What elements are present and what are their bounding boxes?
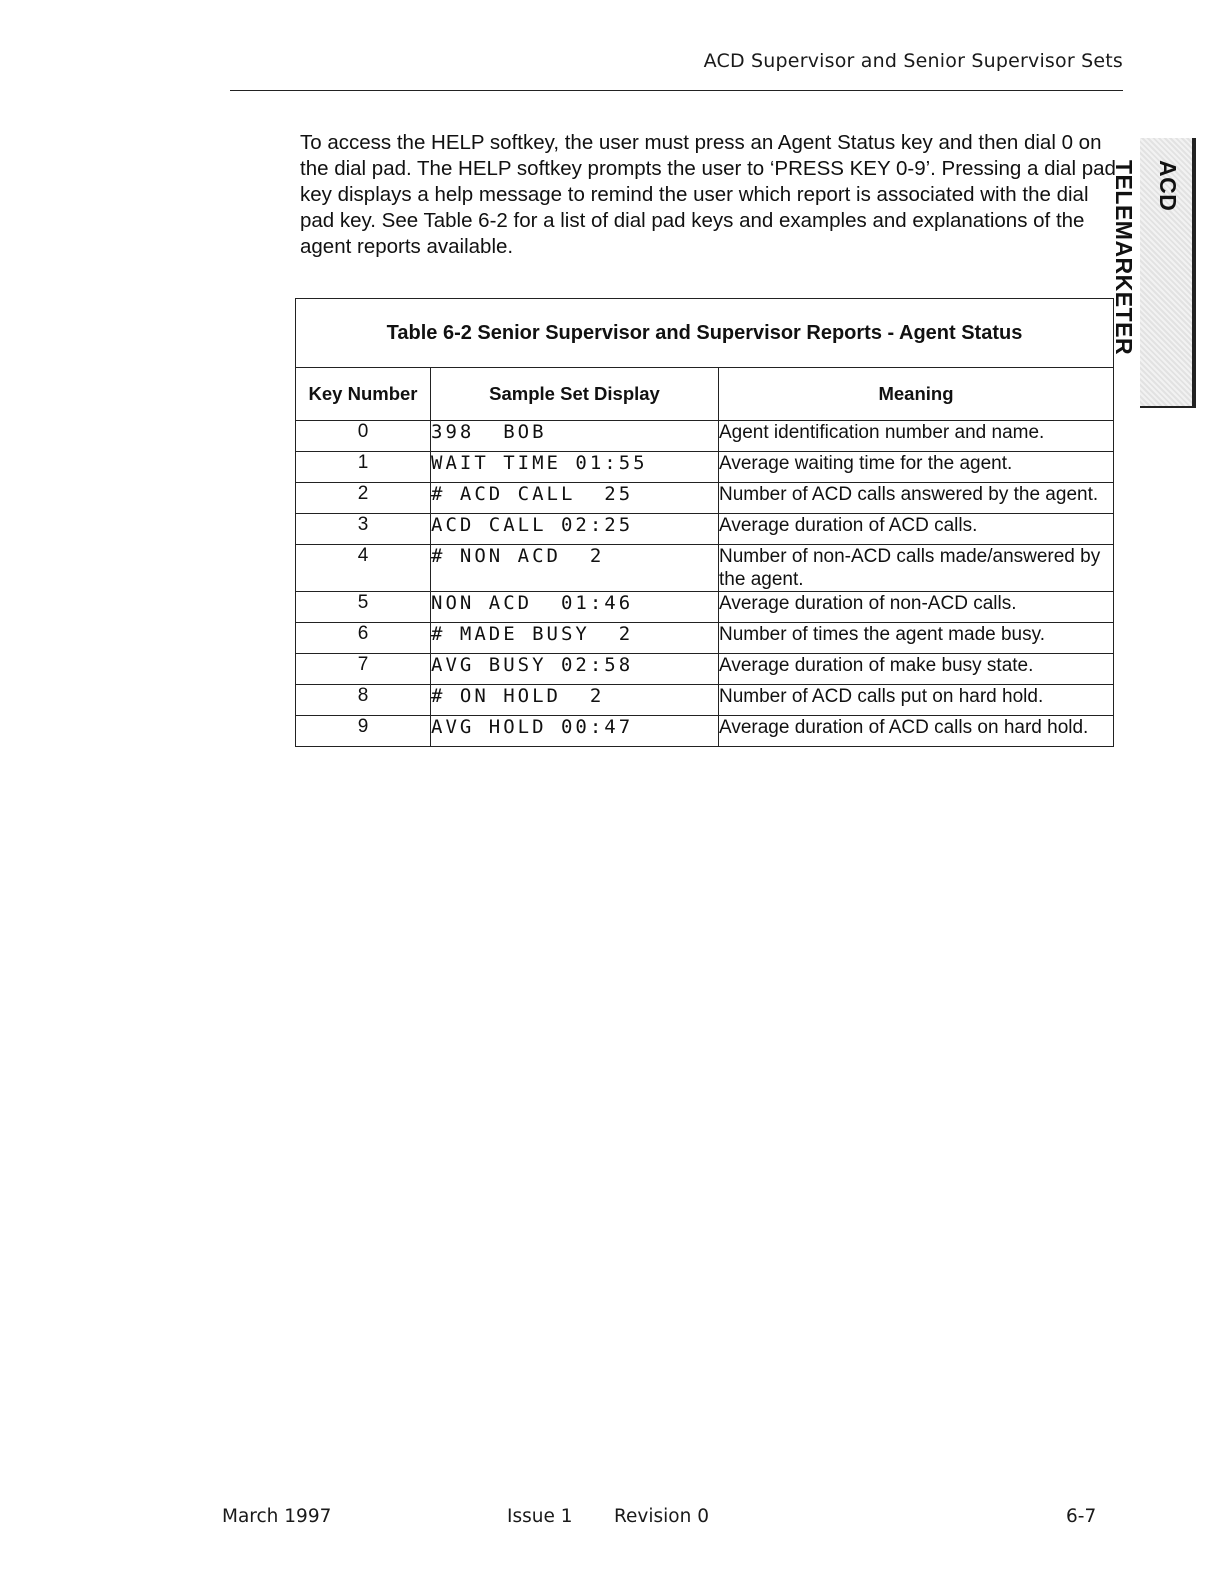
meaning-cell: Number of non-ACD calls made/answered by the agent.: [719, 545, 1114, 592]
key-number-cell: 9: [296, 716, 431, 747]
table-row: [296, 685, 1114, 716]
column-header-key-number: Key Number: [296, 368, 431, 421]
sample-display-cell: 398 BOB: [431, 421, 719, 452]
column-header-sample-display: Sample Set Display: [431, 368, 719, 421]
key-number-cell: 8: [296, 685, 431, 716]
sample-display-cell: ACD CALL 02:25: [431, 514, 719, 545]
meaning-cell: Average waiting time for the agent.: [719, 452, 1114, 483]
table-row: [296, 592, 1114, 623]
sample-display-cell: NON ACD 01:46: [431, 592, 719, 623]
section-tab-label: ACD TELEMARKETER: [1111, 160, 1181, 356]
key-number-cell: 1: [296, 452, 431, 483]
meaning-cell: Number of ACD calls put on hard hold.: [719, 685, 1114, 716]
table-row: [296, 421, 1114, 452]
key-number-cell: 4: [296, 545, 431, 592]
table-row: [296, 452, 1114, 483]
key-number-cell: 5: [296, 592, 431, 623]
meaning-cell: Number of times the agent made busy.: [719, 623, 1114, 654]
footer-revision: Revision 0: [614, 1506, 709, 1527]
table-row: [296, 514, 1114, 545]
column-header-meaning: Meaning: [719, 368, 1114, 421]
key-number-cell: 2: [296, 483, 431, 514]
sample-display-cell: # MADE BUSY 2: [431, 623, 719, 654]
key-number-cell: 0: [296, 421, 431, 452]
agent-status-report-table: [295, 298, 1114, 747]
meaning-cell: Average duration of make busy state.: [719, 654, 1114, 685]
table-row: [296, 716, 1114, 747]
sample-display-cell: # ON HOLD 2: [431, 685, 719, 716]
sample-display-cell: AVG BUSY 02:58: [431, 654, 719, 685]
running-header: ACD Supervisor and Senior Supervisor Sets: [703, 50, 1123, 72]
meaning-cell: Average duration of non-ACD calls.: [719, 592, 1114, 623]
table-row: [296, 545, 1114, 592]
meaning-cell: Average duration of ACD calls on hard hold.: [719, 716, 1114, 747]
sample-display-cell: # NON ACD 2: [431, 545, 719, 592]
footer-date: March 1997: [222, 1506, 332, 1527]
footer-page-number: 6-7: [1066, 1506, 1097, 1527]
table-body: [296, 421, 1114, 747]
table-row: [296, 483, 1114, 514]
key-number-cell: 7: [296, 654, 431, 685]
sample-display-cell: # ACD CALL 25: [431, 483, 719, 514]
key-number-cell: 6: [296, 623, 431, 654]
table-header-row: [296, 368, 1114, 421]
header-rule: [230, 90, 1123, 91]
table-row: [296, 623, 1114, 654]
footer-issue: Issue 1: [507, 1506, 573, 1527]
key-number-cell: 3: [296, 514, 431, 545]
table-row: [296, 654, 1114, 685]
report-table-container: [295, 298, 1113, 747]
meaning-cell: Number of ACD calls answered by the agent.: [719, 483, 1114, 514]
meaning-cell: Agent identification number and name.: [719, 421, 1114, 452]
meaning-cell: Average duration of ACD calls.: [719, 514, 1114, 545]
sample-display-cell: WAIT TIME 01:55: [431, 452, 719, 483]
table-caption: Table 6-2 Senior Supervisor and Supervisor Reports - Agent Status: [296, 299, 1114, 368]
sample-display-cell: AVG HOLD 00:47: [431, 716, 719, 747]
table-caption-row: [296, 299, 1114, 368]
intro-paragraph: To access the HELP softkey, the user must press an Agent Status key and then dial 0 on the dial pad. The HELP softkey prompts the user to ‘PRESS KEY 0-9’. Pressing a dial pad key displays a help message to remind the user which report is associated with the dial pad key. See Table 6-2 for a list of dial pad keys and examples and explanations of the agent reports available.: [300, 131, 1116, 258]
